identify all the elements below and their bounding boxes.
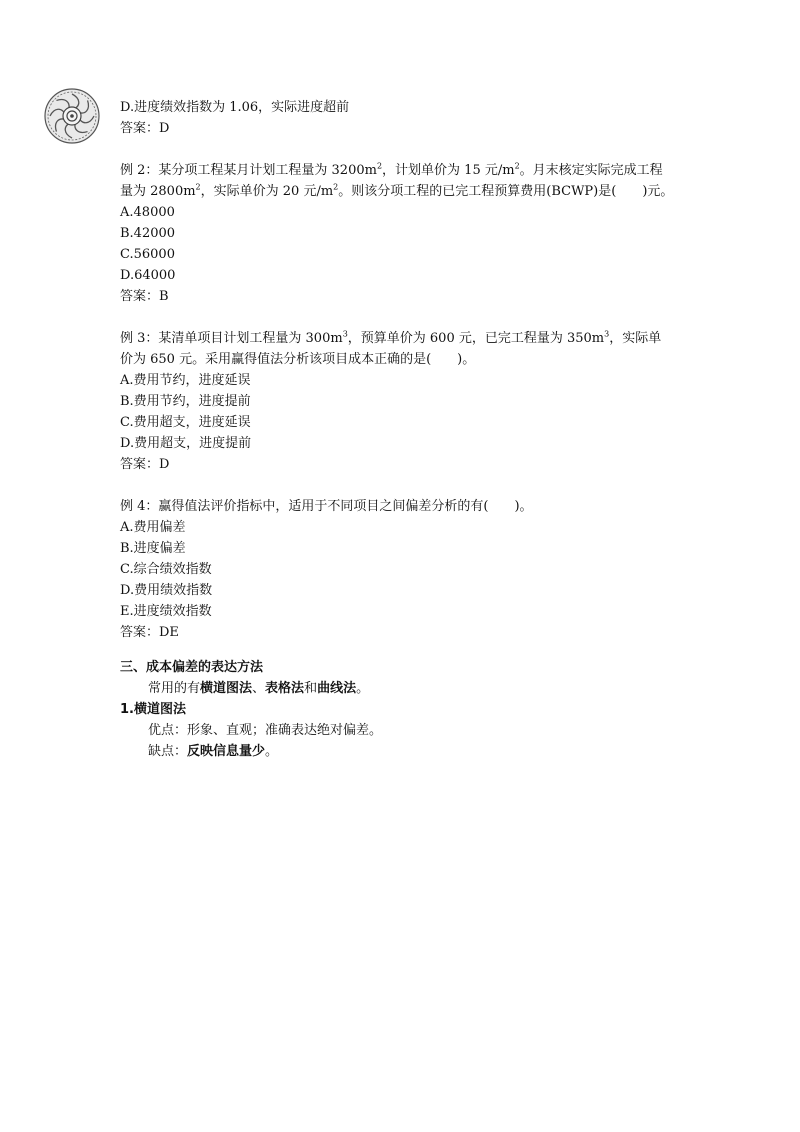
- answer: 答案：B: [120, 289, 169, 304]
- option: B.费用节约，进度提前: [120, 394, 251, 409]
- option: B.进度偏差: [120, 541, 186, 556]
- option: D.64000: [120, 268, 176, 283]
- option: E.进度绩效指数: [120, 604, 212, 619]
- question-line: 例 3：某清单项目计划工程量为 $300m^3$，预算单价为 600 元，已完工程量为 $350m^3$，实际单: [120, 329, 662, 346]
- pros-text: 优点：形象、直观；准确表达绝对偏差。: [148, 723, 383, 738]
- question-line: 例 2：某分项工程某月计划工程量为 $3200m^2$，计划单价为 15 元$/m^2$。月末核定实际完成工程: [120, 161, 663, 178]
- question-line: 例 4：赢得值法评价指标中，适用于不同项目之间偏差分析的有( )。: [120, 499, 533, 514]
- section-intro: 常用的有横道图法、表格法和曲线法。: [148, 681, 370, 696]
- ornamental-seal-icon: [44, 88, 100, 144]
- answer: 答案：D: [120, 457, 170, 472]
- option: D.费用超支，进度提前: [120, 436, 252, 451]
- option: A.费用偏差: [120, 520, 186, 535]
- option: C.综合绩效指数: [120, 562, 212, 577]
- option-d: D.进度绩效指数为 1.06，实际进度超前: [120, 100, 350, 115]
- document-body: [120, 97, 700, 762]
- answer: 答案：D: [120, 121, 170, 136]
- option: C.56000: [120, 247, 175, 262]
- option: D.费用绩效指数: [120, 583, 213, 598]
- answer: 答案：DE: [120, 625, 179, 640]
- question-line: 量为 $2800m^2$，实际单价为 20 元$/m^2$。则该分项工程的已完工程预算费用(BCWP)是( )元。: [120, 182, 674, 199]
- cons-text: 缺点：反映信息量少。: [148, 744, 279, 759]
- section-heading: 三、成本偏差的表达方法: [120, 660, 264, 675]
- option: B.42000: [120, 226, 176, 241]
- option: A.48000: [120, 205, 175, 220]
- option: A.费用节约，进度延误: [120, 373, 251, 388]
- subsection-heading: 1.横道图法: [120, 702, 186, 717]
- option: C.费用超支，进度延误: [120, 415, 251, 430]
- question-line: 价为 650 元。采用赢得值法分析该项目成本正确的是( )。: [120, 352, 476, 367]
